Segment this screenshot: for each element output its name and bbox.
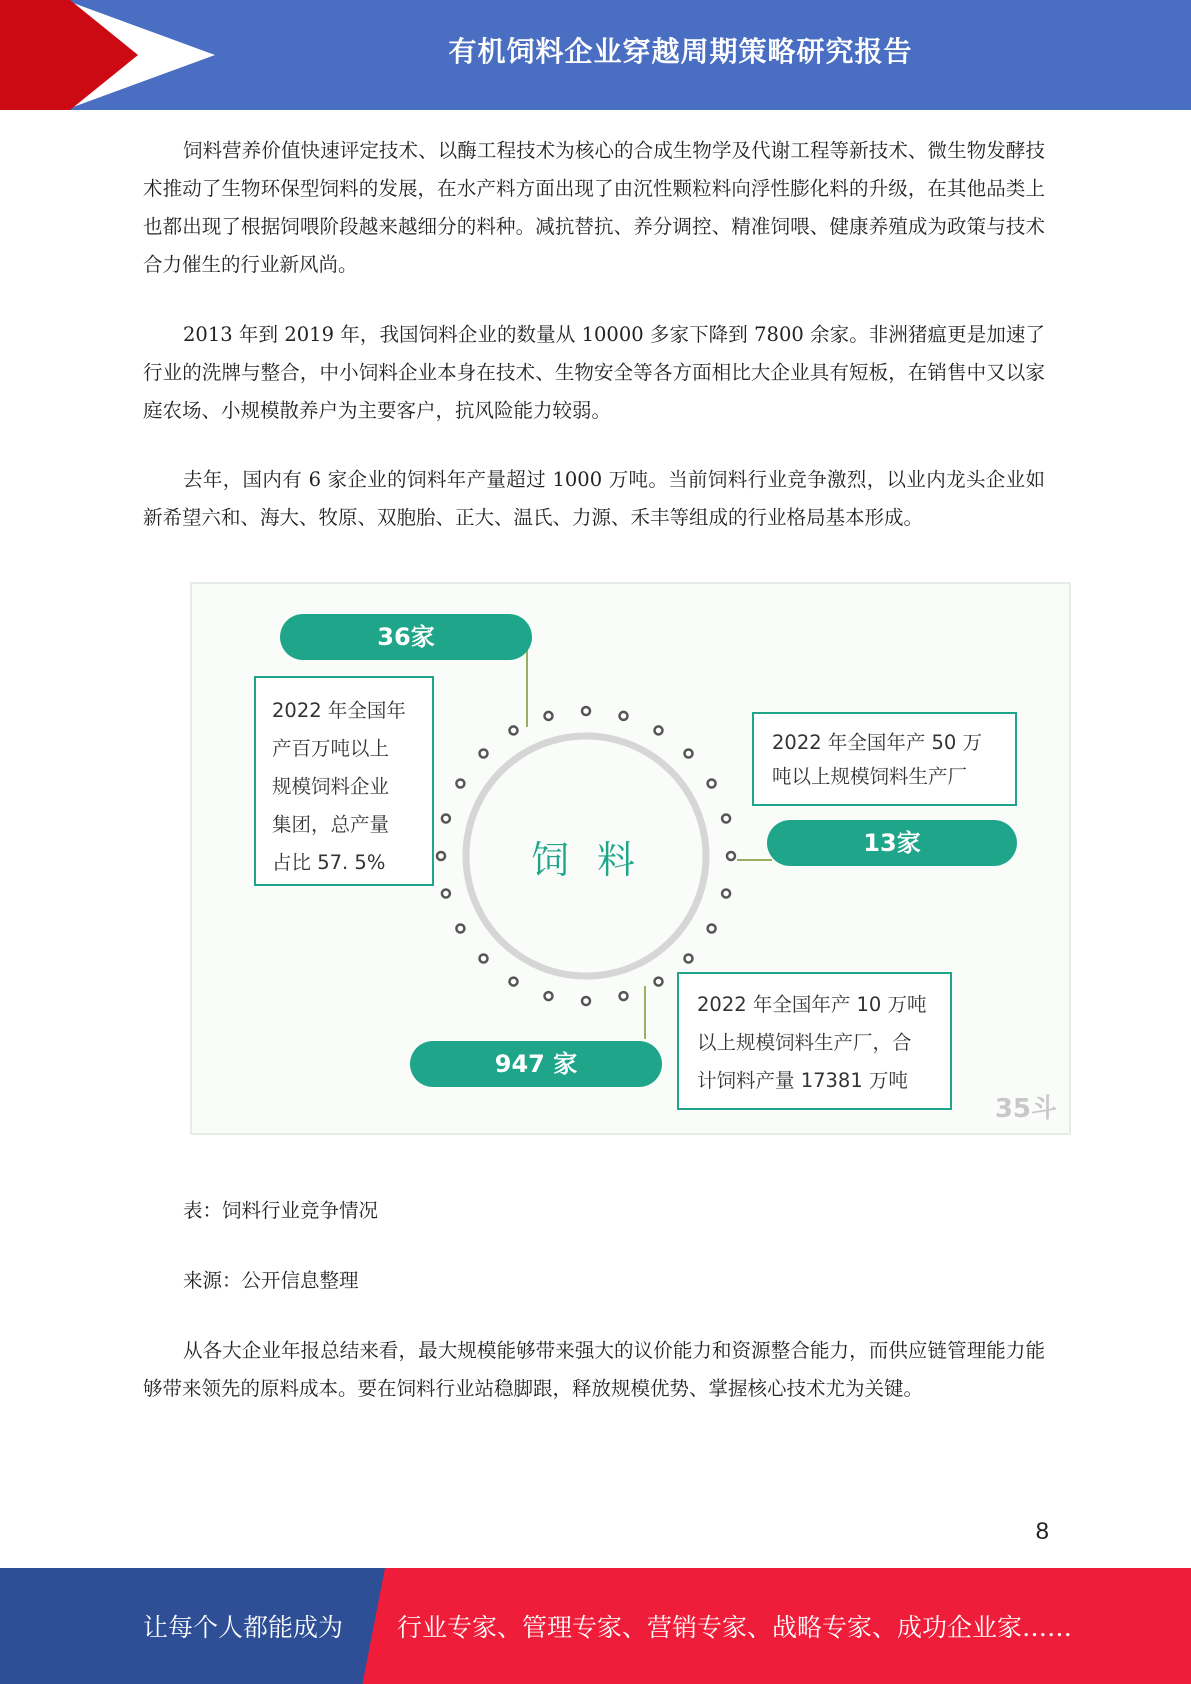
ring-dot	[437, 852, 445, 860]
ring-dot	[708, 925, 716, 933]
footer-slogan-right: 行业专家、管理专家、营销专家、战略专家、成功企业家……	[397, 1613, 1073, 1642]
paragraph-conclusion: 从各大企业年报总结来看，最大规模能够带来强大的议价能力和资源整合能力，而供应链管理能力能够带来领先的原料成本。要在饲料行业站稳脚跟，释放规模优势、掌握核心技术尤为关键。	[143, 1339, 1045, 1400]
ring-dot	[582, 997, 590, 1005]
box-million-ton-groups	[254, 676, 434, 886]
box-line: 产百万吨以上	[272, 737, 390, 760]
ring-dot	[620, 712, 628, 720]
box-line: 2022 年全国年产 50 万	[772, 731, 983, 754]
pill-947: 947 家	[410, 1041, 662, 1087]
pill-36: 36家	[280, 614, 532, 660]
footer-slogan-left: 让每个人都能成为	[143, 1613, 344, 1642]
page-number: 8	[1035, 1518, 1049, 1545]
box-line: 集团，总产量	[272, 813, 390, 836]
box-line: 占比 57. 5%	[272, 851, 386, 874]
ring-dot	[722, 815, 730, 823]
box-line: 以上规模饲料生产厂，合	[697, 1031, 912, 1054]
center-label: 饲 料	[530, 838, 644, 882]
page-footer	[0, 1568, 1191, 1684]
ring-dot	[620, 992, 628, 1000]
box-line: 计饲料产量 17381 万吨	[697, 1069, 908, 1092]
ring-dot	[510, 978, 518, 986]
table-caption: 表：饲料行业竞争情况	[183, 1199, 379, 1222]
header-red-block	[0, 0, 70, 110]
report-title: 有机饲料企业穿越周期策略研究报告	[448, 35, 913, 68]
box-100k-ton-factories	[677, 972, 952, 1110]
box-line: 2022 年全国年	[272, 699, 406, 722]
box-line: 吨以上规模饲料生产厂	[772, 765, 968, 788]
ring-dot	[727, 852, 735, 860]
paragraph-tech: 饲料营养价值快速评定技术、以酶工程技术为核心的合成生物学及代谢工程等新技术、微生物发酵技术推动了生物环保型饲料的发展，在水产料方面出现了由沉性颗粒料向浮性膨化料的升级，在其他品类上也都出现了根据饲喂阶段越来越细分的料种。减抗替抗、养分调控、精准饲喂、健康养殖成为政策与技术合力催生的行业新风尚。	[143, 139, 1045, 276]
paragraph-leaders: 去年，国内有 6 家企业的饲料年产量超过 1000 万吨。当前饲料行业竞争激烈，以业内龙头企业如新希望六和、海大、牧原、双胞胎、正大、温氏、力源、禾丰等组成的行业格局基本形成。	[143, 468, 1045, 529]
feed-industry-figure	[190, 582, 1071, 1135]
box-500k-ton-factories	[752, 712, 1017, 806]
ring-dot	[545, 992, 553, 1000]
box-line: 2022 年全国年产 10 万吨	[697, 993, 927, 1016]
ring-dot	[480, 750, 488, 758]
ring-dot	[510, 726, 518, 734]
ring-dot	[655, 978, 663, 986]
source-caption: 来源：公开信息整理	[183, 1269, 359, 1292]
ring-dot	[480, 955, 488, 963]
box-line: 规模饲料企业	[272, 775, 390, 798]
header-red-arrow	[70, 0, 138, 110]
ring-dot	[545, 712, 553, 720]
ring-dot	[722, 890, 730, 898]
page-header	[0, 0, 1191, 110]
ring-dot	[582, 707, 590, 715]
ring-dot	[655, 726, 663, 734]
ring-dot	[456, 925, 464, 933]
ring-dot	[685, 955, 693, 963]
pill-13: 13家	[767, 820, 1017, 866]
ring-dot	[685, 750, 693, 758]
ring-dot	[442, 890, 450, 898]
watermark-logo: 35斗	[994, 1094, 1057, 1124]
ring-dot	[442, 815, 450, 823]
paragraph-enterprise-count: 2013 年到 2019 年，我国饲料企业的数量从 10000 多家下降到 7800 余家。非洲猪瘟更是加速了行业的洗牌与整合，中小饲料企业本身在技术、生物安全等各方面相比大企业具有短板，在销售中又以家庭农场、小规模散养户为主要客户，抗风险能力较弱。	[143, 323, 1045, 422]
ring-dot	[456, 780, 464, 788]
ring-dot	[708, 780, 716, 788]
